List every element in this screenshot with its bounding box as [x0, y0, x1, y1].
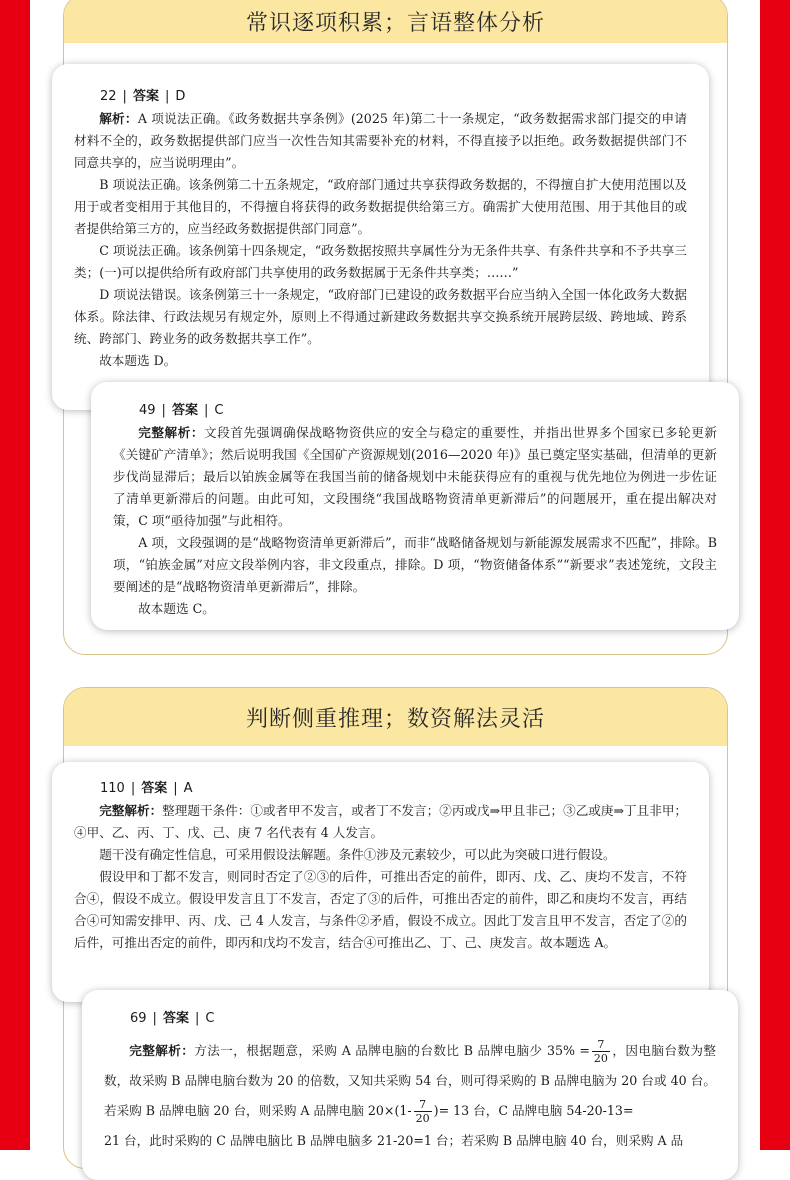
- answer-header: 49 | 答案 | C: [139, 403, 224, 418]
- answer-card-110: [52, 762, 709, 1002]
- explanation-text: 文段首先强调确保战略物资供应的安全与稳定的重要性，并指出世界多个国家已多轮更新《关键矿产清单》；然后说明我国《全国矿产资源规划(2016—2020 年)》虽已奠定坚实基础，但清单的更新步伐尚显滞后；最后以铂族金属等在我国当前的储备规划中未能获得应有的重视与优先地位为例进一步佐证了清单更新滞后的问题。由此可知，文段围绕“我国战略物资清单更新滞后”的问题展开，重在提出解决对策，C 项“亟待加强”与此相符。: [113, 425, 718, 528]
- fraction: [414, 1098, 432, 1125]
- explanation-paragraph: [104, 1036, 716, 1126]
- question-number: 49: [139, 403, 156, 418]
- answer-card-22: [52, 64, 709, 410]
- answer-label: 答案: [171, 403, 198, 418]
- answer-header: 110 | 答案 | A: [100, 781, 193, 796]
- answer-value: C: [205, 1011, 215, 1026]
- right-red-border: [760, 0, 790, 1150]
- explanation-paragraph: [74, 800, 687, 844]
- explanation-label: 完整解析：: [99, 803, 163, 818]
- explanation-paragraph: A 项，文段强调的是“战略物资清单更新滞后”，而非“战略储备规划与新能源发展需求不匹配”，排除。B 项，“铂族金属”对应文段举例内容，非文段重点，排除。D 项，“物资储备体系”“新要求”表述笼统，文段主要阐述的是“战略物资清单更新滞后”，排除。: [113, 535, 717, 594]
- explanation-label: 完整解析：: [129, 1043, 195, 1058]
- answer-label: 答案: [162, 1011, 189, 1026]
- fraction-numerator: 7: [592, 1038, 610, 1052]
- question-number: 22: [100, 89, 117, 104]
- answer-header: 69 | 答案 | C: [130, 1011, 215, 1026]
- conclusion-line: 故本题选 D。: [99, 353, 177, 368]
- explanation-paragraph: [113, 422, 717, 532]
- section-title: 判断侧重推理；数资解法灵活: [64, 688, 727, 746]
- answer-header: 22 | 答案 | D: [100, 89, 186, 104]
- explanation-text: ，因电脑台数为整数，故采购 B 品牌电脑台数为 20 的倍数，又知共采购 54 台，则可得采购的 B 品牌电脑为 20 台或 40 台。若采购 B 品牌电脑 20 台，则采购 A 品牌电脑 20×(1-: [104, 1043, 717, 1118]
- left-red-border: [0, 0, 30, 1150]
- explanation-text: A 项说法正确。《政务数据共享条例》(2025 年)第二十一条规定，“政务数据需求部门提交的申请材料不全的，政务数据提供部门应当一次性告知其需要补充的材料，不得直接予以拒绝。政务数据提供部门不同意共享的，应当说明理由”。: [74, 111, 687, 170]
- answer-label: 答案: [132, 89, 159, 104]
- answer-label: 答案: [141, 781, 168, 796]
- fraction-denominator: 20: [415, 1112, 430, 1125]
- question-number: 69: [130, 1011, 147, 1026]
- explanation-paragraph: D 项说法错误。该条例第三十一条规定，“政府部门已建设的政务数据平台应当纳入全国一体化政务大数据体系。除法律、行政法规另有规定外，原则上不得通过新建政务数据共享交换系统开展跨层级、跨地域、跨系统、跨部门、跨业务的政务数据共享工作”。: [74, 287, 687, 346]
- explanation-paragraph: 假设甲和丁都不发言，则同时否定了②③的后件，可推出否定的前件，即丙、戊、乙、庚均不发言，不符合④，假设不成立。假设甲发言且丁不发言，否定了③的后件，可推出否定的前件，即乙和庚均不发言，再结合④可知需安排甲、丙、戊、己 4 人发言，与条件②矛盾，假设不成立。因此丁发言且甲不发言，否定了②的后件，可推出否定的前件，即丙和戊均不发言，结合④可推出乙、丁、己、庚发言。故本题选 A。: [74, 869, 687, 950]
- explanation-paragraph: B 项说法正确。该条例第二十五条规定，“政府部门通过共享获得政务数据的，不得擅自扩大使用范围以及用于或者变相用于其他目的，不得擅自将获得的政务数据提供给第三方。确需扩大使用范围、用于其他目的或者提供给第三方的，应当经政务数据提供部门同意”。: [74, 177, 687, 236]
- explanation-text: )= 13 台，C 品牌电脑 54-20-13=: [433, 1103, 634, 1118]
- answer-value: D: [175, 89, 186, 104]
- explanation-paragraph: 21 台，此时采购的 C 品牌电脑比 B 品牌电脑多 21-20=1 台；若采购 B 品牌电脑 40 台，则采购 A 品: [104, 1133, 684, 1148]
- explanation-label: 完整解析：: [138, 425, 205, 440]
- explanation-label: 解析：: [99, 111, 138, 126]
- explanation-paragraph: [74, 108, 687, 174]
- answer-card-49: [91, 382, 739, 630]
- fraction-denominator: 20: [593, 1052, 608, 1065]
- section-title: 常识逐项积累；言语整体分析: [64, 0, 727, 43]
- answer-value: A: [183, 781, 193, 796]
- conclusion-line: 故本题选 C。: [138, 601, 215, 616]
- explanation-paragraph: C 项说法正确。该条例第十四条规定，“政务数据按照共享属性分为无条件共享、有条件共享和不予共享三类；(一)可以提供给所有政府部门共享使用的政务数据属于无条件共享类；……”: [74, 243, 687, 280]
- explanation-text: 方法一，根据题意，采购 A 品牌电脑的台数比 B 品牌电脑少 35% =: [194, 1043, 590, 1058]
- answer-card-69: [82, 990, 738, 1180]
- fraction: [592, 1038, 610, 1065]
- answer-value: C: [214, 403, 224, 418]
- question-number: 110: [100, 781, 125, 796]
- fraction-numerator: 7: [414, 1098, 432, 1112]
- explanation-text: 整理题干条件：①或者甲不发言，或者丁不发言；②丙或戊⇒甲且非己；③乙或庚⇒丁且非甲；④甲、乙、丙、丁、戊、己、庚 7 名代表有 4 人发言。: [74, 803, 688, 840]
- explanation-paragraph: 题干没有确定性信息，可采用假设法解题。条件①涉及元素较少，可以此为突破口进行假设。: [99, 847, 616, 862]
